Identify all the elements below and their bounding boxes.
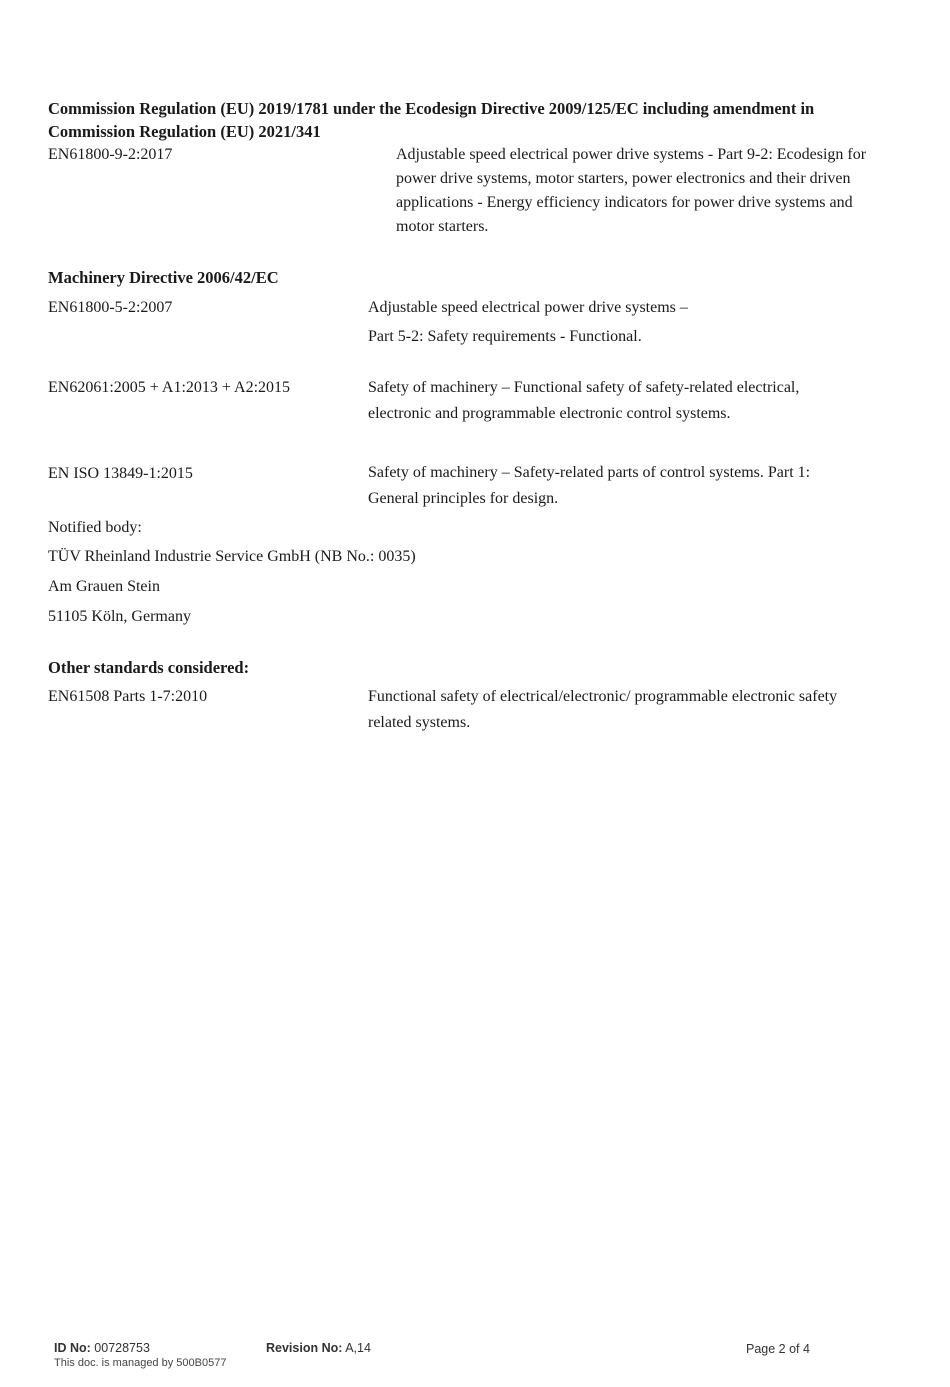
ecodesign-standard: EN61800-9-2:2017: [48, 146, 173, 163]
notified-body-label: Notified body:: [48, 519, 142, 536]
machinery-heading: Machinery Directive 2006/42/EC: [48, 268, 279, 287]
machinery-description-3: Safety of machinery – Safety-related parts of control systems. Part 1: General principles for design.: [368, 464, 811, 507]
ecodesign-heading-line2: Commission Regulation (EU) 2021/341: [48, 122, 321, 141]
ecodesign-heading: [48, 97, 928, 143]
ecodesign-heading-line1: Commission Regulation (EU) 2019/1781 under the Ecodesign Directive 2009/125/EC including amendment in: [48, 99, 815, 118]
notified-body-street: Am Grauen Stein: [48, 578, 160, 595]
other-description: Functional safety of electrical/electronic/ programmable electronic safety related systems.: [368, 688, 838, 731]
machinery-standard-3: EN ISO 13849-1:2015: [48, 465, 193, 482]
machinery-description-2: Safety of machinery – Functional safety of safety-related electrical, electronic and programmable electronic control systems.: [368, 379, 800, 422]
machinery-description-1-line2: Part 5-2: Safety requirements - Functional.: [368, 328, 642, 345]
footer-page-number: Page 2 of 4: [746, 1342, 810, 1356]
other-standards-heading: Other standards considered:: [48, 658, 250, 677]
notified-body-city: 51105 Köln, Germany: [48, 608, 191, 625]
ecodesign-description: Adjustable speed electrical power drive systems - Part 9-2: Ecodesign for power drive systems, motor starters, power electronics and their driven applications - Energy efficiency indicators for power drive systems and motor starters.: [396, 146, 867, 235]
footer-id-label: ID No:: [54, 1341, 91, 1355]
footer-id: [54, 1341, 150, 1356]
footer-revision-value: A,14: [345, 1341, 371, 1355]
machinery-standard-1: EN61800-5-2:2007: [48, 299, 173, 316]
other-standard: EN61508 Parts 1-7:2010: [48, 688, 208, 705]
notified-body-name: TÜV Rheinland Industrie Service GmbH (NB No.: 0035): [48, 548, 416, 565]
footer-revision-label: Revision No:: [266, 1341, 343, 1355]
footer-revision: [266, 1341, 371, 1356]
footer-id-value: 00728753: [94, 1341, 150, 1355]
machinery-standard-2: EN62061:2005 + A1:2013 + A2:2015: [48, 379, 291, 396]
footer-managed-by: This doc. is managed by 500B0577: [54, 1357, 227, 1369]
machinery-description-1-line1: Adjustable speed electrical power drive systems –: [368, 299, 688, 316]
